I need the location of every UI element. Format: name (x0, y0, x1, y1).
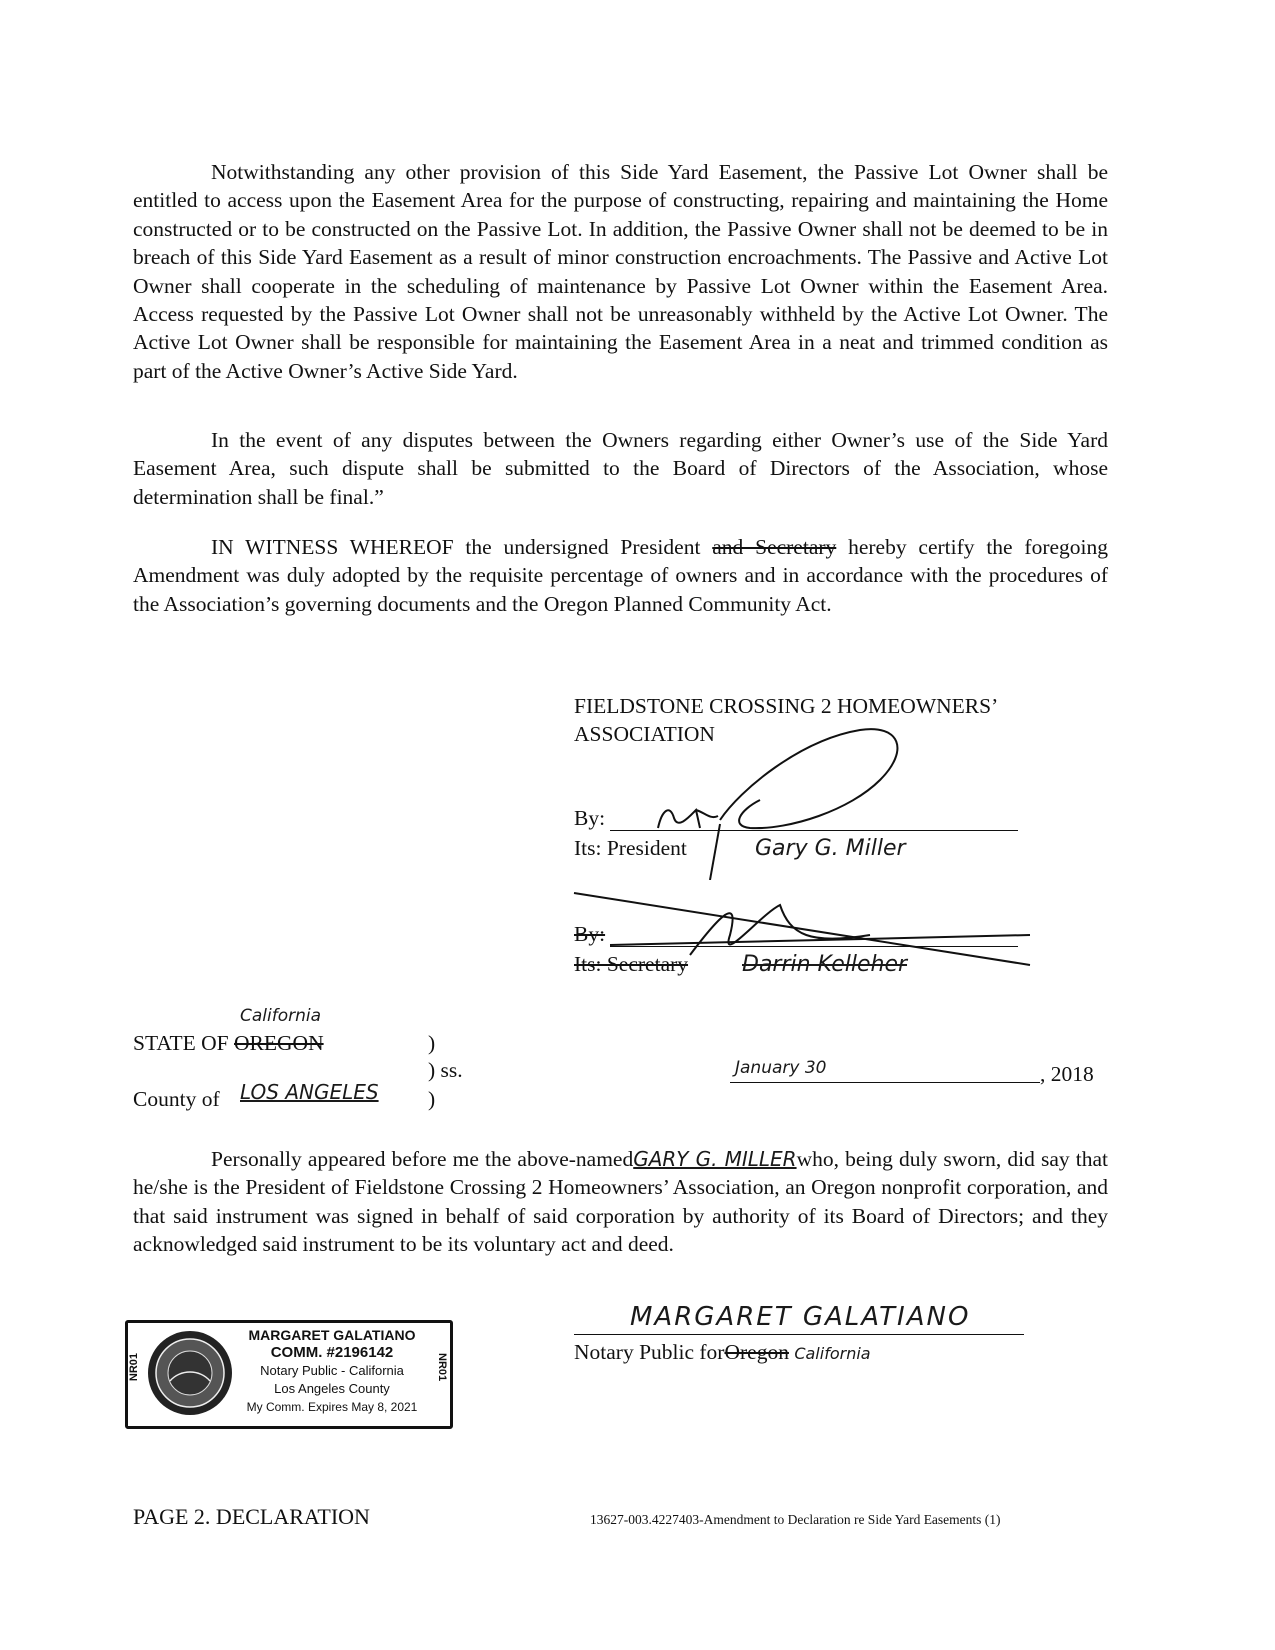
easement-access-paragraph: Notwithstanding any other provision of this Side Yard Easement, the Passive Lot Owner shall be entitled to access upon the Easement Area for the purpose of constructing, repairing and maintaining the Home constructed or to be constructed on the Passive Lot. In addition, the Passive Owner shall not be deemed to be in breach of this Side Yard Easement as a result of minor construction encroachments. The Passive and Active Lot Owner shall cooperate in the scheduling of maintenance by Passive Lot Owner within the Easement Area. Access requested by the Passive Lot Owner shall not be unreasonably withheld by the Active Lot Owner. The Active Lot Owner shall be responsible for maintaining the Easement Area in a neat and trimmed condition as part of the Active Owner’s Active Side Yard. (133, 160, 1108, 383)
stamp-expires: My Comm. Expires May 8, 2021 (246, 1400, 418, 1414)
county-handwritten: LOS ANGELES (240, 1080, 379, 1104)
acknowledged-name: GARY G. MILLER (633, 1147, 797, 1171)
witness-end: hereby certify the foregoing Amendment was duly adopted by the requisite percentage of owners and in accordance with the procedures of the Association’s governing documents and the Oregon Planned Community Act. (133, 535, 1108, 616)
date-year: , 2018 (1040, 1062, 1094, 1086)
state-struck: OREGON (234, 1031, 324, 1055)
secretary-strikeout-marks (570, 875, 1040, 985)
acknowledgment-paragraph (133, 1145, 1108, 1259)
notary-signature-line (574, 1334, 1024, 1335)
page-label: PAGE 2. DECLARATION (133, 1504, 370, 1529)
stamp-side-left: NR01 (128, 1353, 140, 1382)
president-by-label: By: (574, 806, 606, 830)
stamp-text (234, 1326, 430, 1416)
org-name-line1: FIELDSTONE CROSSING 2 HOMEOWNERS’ (574, 694, 999, 718)
ss-label: ) ss. (428, 1058, 463, 1082)
president-title-label: Its: President (574, 836, 687, 860)
notary-handwritten-state: California (794, 1344, 871, 1363)
notary-signature: MARGARET GALATIANO (630, 1302, 971, 1332)
witness-start: IN WITNESS WHEREOF the undersigned President (211, 535, 713, 559)
president-handwritten-name: Gary G. Miller (755, 836, 906, 861)
org-name-line2: ASSOCIATION (574, 722, 715, 746)
county-prefix: County of (133, 1087, 220, 1111)
notary-seal-icon (146, 1329, 234, 1417)
stamp-side-right: NR01 (436, 1353, 448, 1382)
state-label (133, 1031, 324, 1056)
notary-stamp (125, 1320, 453, 1429)
notary-public-label (574, 1340, 871, 1365)
county-paren: ) (428, 1087, 436, 1111)
date-line (730, 1082, 1040, 1083)
state-prefix: STATE OF (133, 1031, 229, 1055)
document-reference: 13627-003.4227403-Amendment to Declaration re Side Yard Easements (1) (590, 1512, 1001, 1527)
state-handwritten: California (240, 1006, 322, 1026)
acknowledgment-start: Personally appeared before me the above-named (211, 1147, 634, 1171)
witness-paragraph (133, 533, 1108, 618)
acknowledgment-rest: who, being duly sworn, did say that he/she is the President of Fieldstone Crossing 2 Homeowners’ Association, an Oregon nonprofit corporation, and that said instrument was signed in behalf of said corporation by authority of its Board of Directors; and they acknowledged said instrument to be its voluntary act and deed. (133, 1147, 1108, 1257)
state-paren: ) (428, 1031, 436, 1055)
dispute-paragraph: In the event of any disputes between the Owners regarding either Owner’s use of the Side Yard Easement Area, such dispute shall be submitted to the Board of Directors of the Association, whose determination shall be final.” (133, 428, 1108, 509)
secretary-title-label: Its: Secretary (574, 952, 689, 976)
secretary-by-label: By: (574, 922, 606, 946)
date-handwritten: January 30 (735, 1058, 827, 1078)
secretary-handwritten-name: Darrin Kelleher (742, 952, 908, 977)
stamp-title: Notary Public - California (260, 1363, 404, 1378)
stamp-name: MARGARET GALATIANO (248, 1327, 416, 1343)
witness-struck-text: and Secretary (712, 535, 837, 559)
notary-label-text: Notary Public for (574, 1340, 725, 1364)
notary-struck-state: Oregon (724, 1340, 789, 1364)
stamp-county: Los Angeles County (274, 1381, 390, 1396)
stamp-comm: COMM. #2196142 (270, 1344, 394, 1361)
